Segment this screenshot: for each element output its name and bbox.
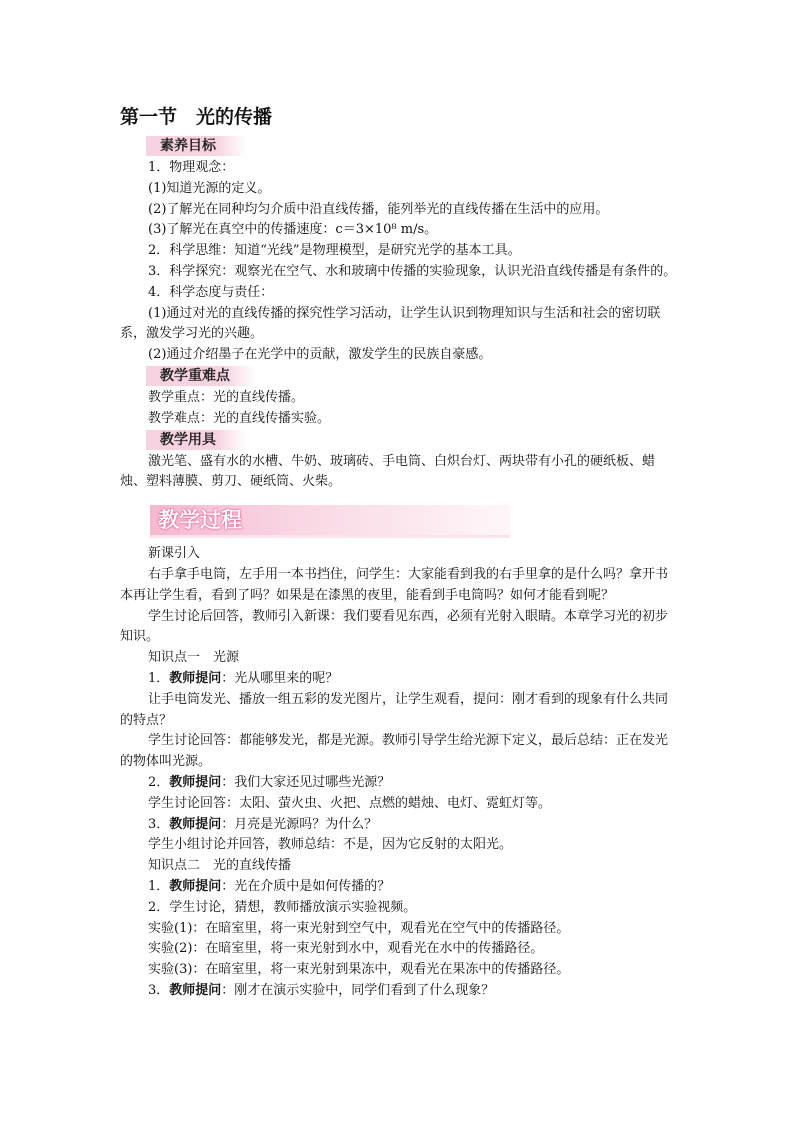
process-line — [120, 815, 680, 836]
question-text: ：月亮是光源吗？为什么？ — [221, 816, 378, 832]
teacher-question-label: 教师提问 — [169, 982, 222, 998]
goal-line: 3．科学探究：观察光在空气、水和玻璃中传播的实验现象，认识光沿直线传播是有条件的。 — [148, 263, 677, 279]
goal-line: 4．科学态度与责任： — [148, 284, 274, 300]
process-line: 右手拿手电筒，左手用一本书挡住，问学生：大家能看到我的右手里拿的是什么吗？拿开书本再让学生看，看到了吗？如果是在漆黑的夜里，能看到手电筒吗？如何才能看到呢？ — [120, 566, 669, 603]
item-number: 1． — [148, 878, 170, 894]
section-header-key-points — [146, 366, 256, 386]
section-header-goals — [146, 136, 246, 156]
teacher-question-label: 教师提问 — [169, 816, 222, 832]
item-number: 3． — [148, 816, 170, 832]
process-line — [120, 877, 680, 898]
goal-line: 2．科学思维：知道“光线”是物理模型，是研究光学的基本工具。 — [148, 243, 521, 259]
goal-line: (1)知道光源的定义。 — [148, 180, 271, 196]
section-header-process — [150, 505, 510, 538]
goal-line: 1．物理观念： — [148, 160, 235, 175]
process-line: 让手电筒发光、播放一组五彩的发光图片，让学生观看，提问：刚才看到的现象有什么共同的特点？ — [120, 691, 669, 728]
item-number: 2． — [148, 774, 170, 790]
process-line: 学生讨论回答：都能够发光，都是光源。教师引导学生给光源下定义，最后总结：正在发光的物体叫光源。 — [120, 733, 669, 770]
teacher-question-label: 教师提问 — [169, 878, 222, 894]
process-line: 知识点一 光源 — [148, 650, 240, 666]
process-line: 知识点二 光的直线传播 — [148, 858, 292, 874]
section-label: 素养目标 — [160, 138, 216, 154]
process-line — [120, 773, 680, 794]
section-label: 教学重难点 — [160, 367, 230, 384]
process-line: 实验(2)：在暗室里，将一束光射到水中，观看光在水中的传播路径。 — [148, 941, 544, 957]
process-line: 学生小组讨论并回答，教师总结：不是，因为它反射的太阳光。 — [148, 837, 513, 853]
goal-line: (2)了解光在同种均匀介质中沿直线传播，能列举光的直线传播在生活中的应用。 — [148, 201, 609, 217]
section-label: 教学过程 — [158, 508, 242, 533]
question-text: ：光在介质中是如何传播的？ — [221, 878, 391, 894]
page-title: 第一节 光的传播 — [120, 106, 273, 128]
process-line: 学生讨论后回答，教师引入新课：我们要看见东西，必须有光射入眼睛。本章学习光的初步知识。 — [120, 608, 669, 645]
key-point-line: 教学难点：光的直线传播实验。 — [148, 410, 331, 426]
section-label: 教学用具 — [160, 431, 216, 448]
process-line: 2．学生讨论，猜想，教师播放演示实验视频。 — [148, 899, 417, 915]
process-line — [120, 669, 680, 690]
process-line — [120, 981, 680, 1002]
process-line: 学生讨论回答：太阳、萤火虫、火把、点燃的蜡烛、电灯、霓虹灯等。 — [148, 795, 552, 811]
question-text: ：我们大家还见过哪些光源？ — [221, 774, 391, 790]
teacher-question-label: 教师提问 — [169, 774, 222, 790]
tools-list: 激光笔、盛有水的水槽、牛奶、玻璃砖、手电筒、白炽台灯、两块带有小孔的硬纸板、蜡烛、塑料薄膜、剪刀、硬纸筒、火柴。 — [120, 453, 656, 490]
question-text: ：刚才在演示实验中，同学们看到了什么现象？ — [221, 982, 495, 998]
goal-line: (1)通过对光的直线传播的探究性学习活动，让学生认识到物理知识与生活和社会的密切联系，激发学习光的兴趣。 — [120, 305, 661, 342]
lesson-content — [120, 104, 680, 1002]
process-line: 实验(1)：在暗室里，将一束光射到空气中，观看光在空气中的传播路径。 — [148, 920, 570, 936]
process-line: 新课引入 — [148, 546, 201, 562]
key-point-line: 教学重点：光的直线传播。 — [148, 389, 305, 405]
item-number: 1． — [148, 670, 170, 686]
goal-line: (2)通过介绍墨子在光学中的贡献，激发学生的民族自豪感。 — [148, 347, 492, 363]
process-line: 实验(3)：在暗室里，将一束光射到果冻中，观看光在果冻中的传播路径。 — [148, 962, 570, 978]
teacher-question-label: 教师提问 — [169, 670, 222, 686]
question-text: ：光从哪里来的呢？ — [221, 670, 339, 686]
item-number: 3． — [148, 982, 170, 998]
goal-line: (3)了解光在真空中的传播速度：c＝3×10⁸ m/s。 — [148, 222, 438, 238]
section-header-tools — [146, 430, 246, 450]
